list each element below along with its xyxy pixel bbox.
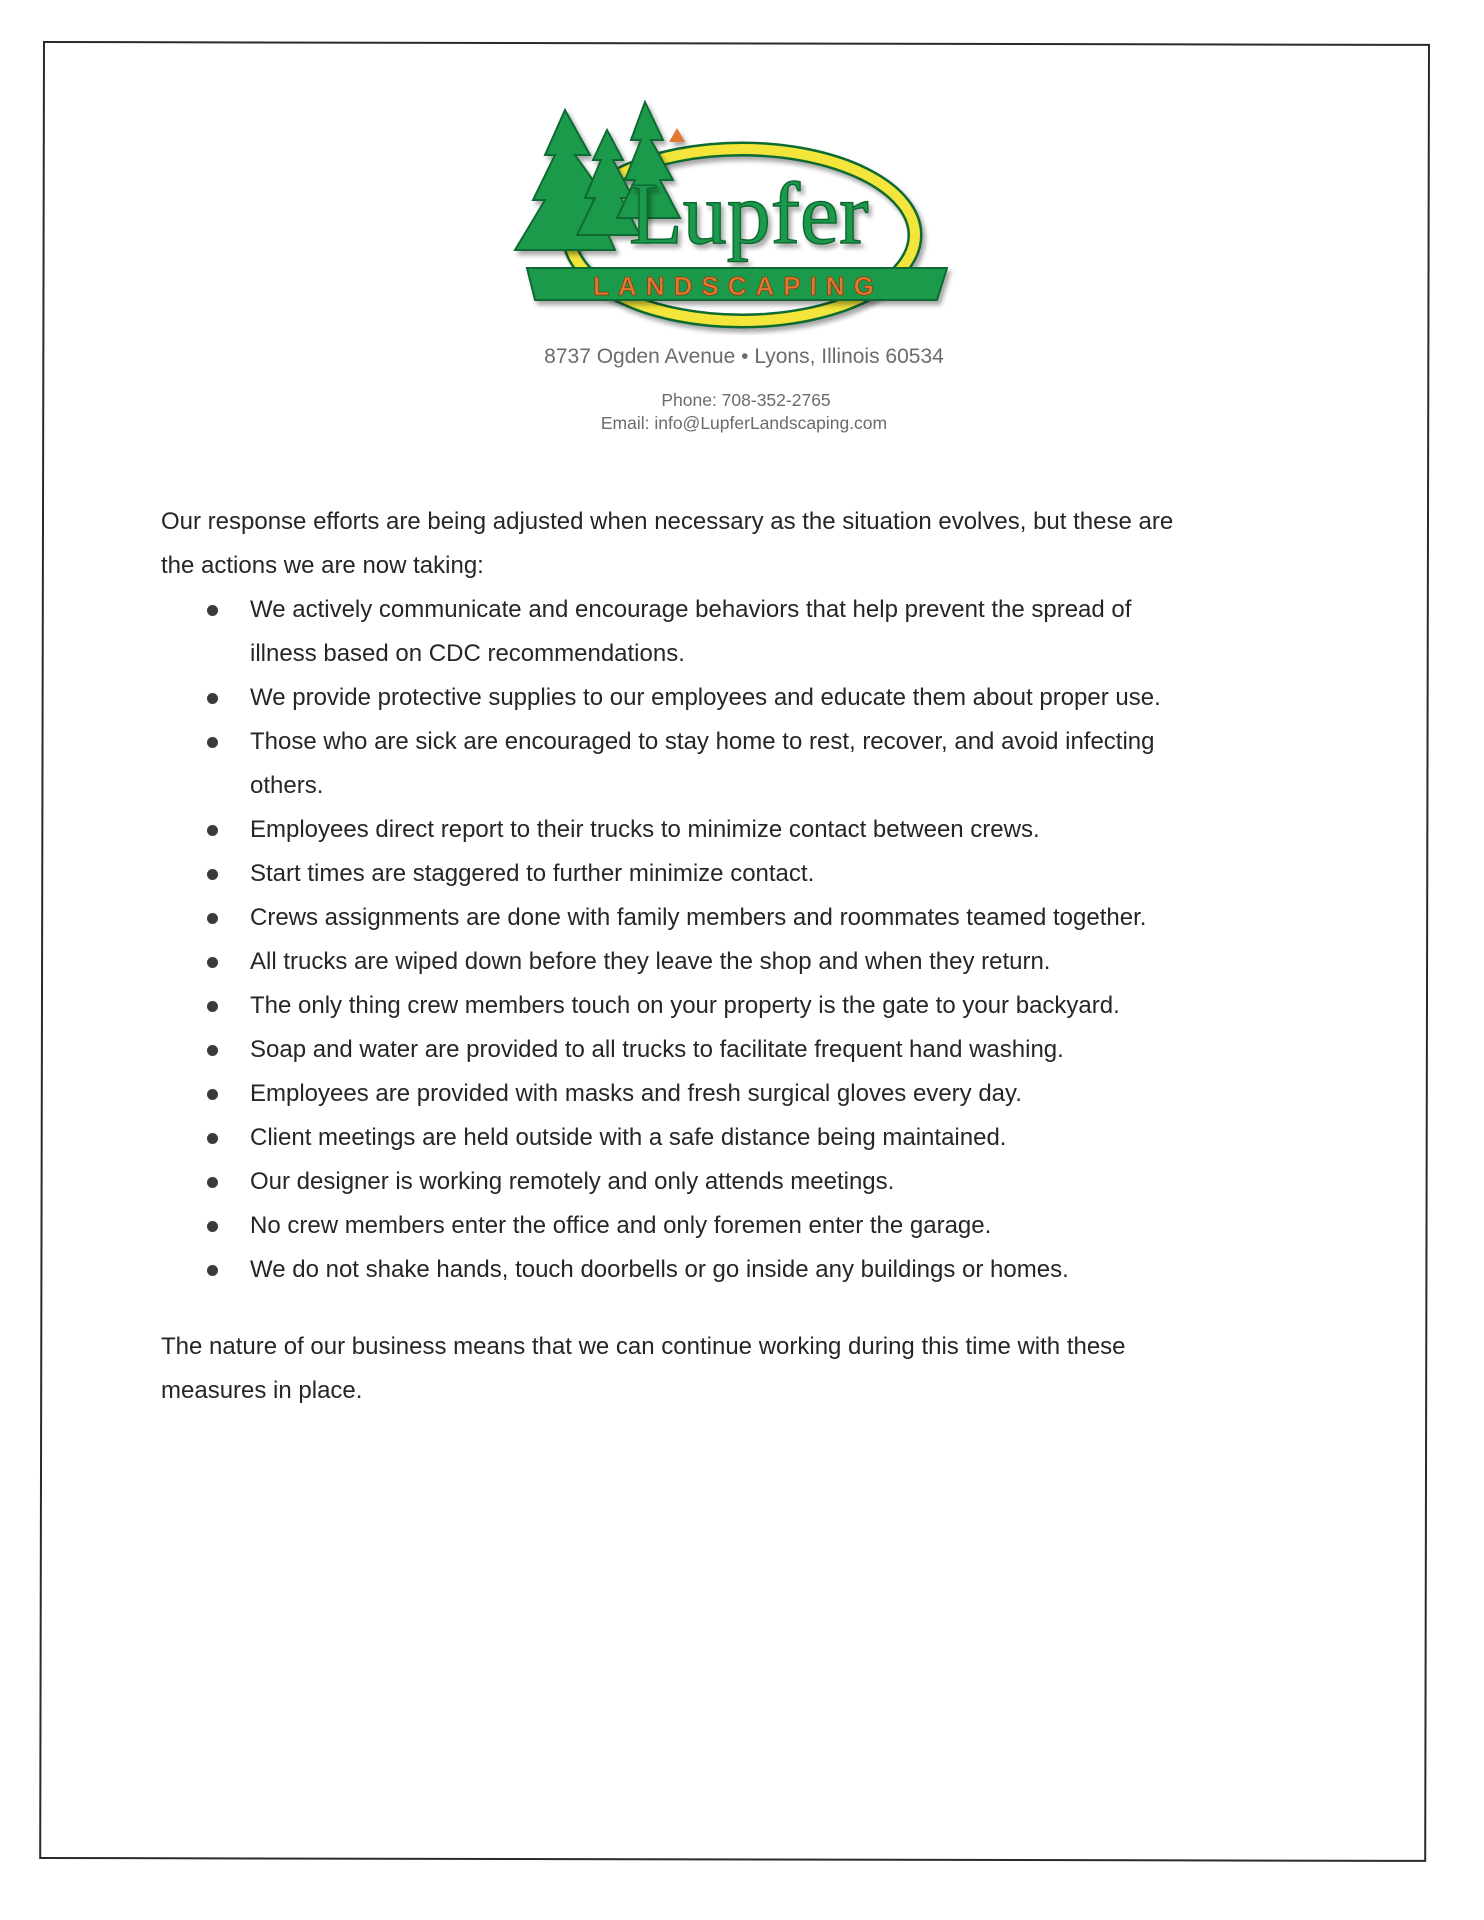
bullet-icon (207, 869, 218, 880)
closing-line: The nature of our business means that we can continue working during this time with these (161, 1333, 1126, 1360)
list-item-text: We do not shake hands, touch doorbells or go inside any buildings or homes. (250, 1256, 1069, 1283)
intro-paragraph (161, 500, 1341, 588)
bullet-icon (207, 1265, 218, 1276)
company-logo (505, 100, 965, 335)
bullet-icon (207, 1177, 218, 1188)
list-item-text: others. (250, 772, 324, 799)
list-item-text: We actively communicate and encourage behaviors that help prevent the spread of (250, 596, 1132, 623)
bullet-icon (207, 1133, 218, 1144)
company-email: Email: info@LupferLandscaping.com (600, 413, 888, 433)
intro-line: the actions we are now taking: (161, 552, 484, 579)
list-item (161, 1072, 1341, 1116)
logo-graphic (505, 100, 965, 335)
list-item-text: illness based on CDC recommendations. (250, 640, 685, 667)
intro-line: Our response efforts are being adjusted when necessary as the situation evolves, but these are (161, 508, 1174, 535)
list-item-text: Crews assignments are done with family members and roommates teamed together. (250, 904, 1147, 931)
bullet-icon (207, 1221, 218, 1232)
list-item (161, 984, 1341, 1028)
bullet-icon (207, 1089, 218, 1100)
list-item-text: Employees direct report to their trucks to minimize contact between crews. (250, 816, 1040, 843)
list-item-text: The only thing crew members touch on your property is the gate to your backyard. (250, 992, 1120, 1019)
list-item (161, 1160, 1341, 1204)
bullet-icon (207, 1001, 218, 1012)
list-item-text: Employees are provided with masks and fresh surgical gloves every day. (250, 1080, 1022, 1107)
list-item (161, 588, 1341, 676)
bullet-icon (207, 825, 218, 836)
company-phone: Phone: 708-352-2765 (661, 390, 831, 410)
list-item-text: Client meetings are held outside with a safe distance being maintained. (250, 1124, 1007, 1151)
list-item (161, 852, 1341, 896)
list-item (161, 1028, 1341, 1072)
list-item (161, 940, 1341, 984)
list-item (161, 676, 1341, 720)
list-item (161, 896, 1341, 940)
bullet-icon (207, 957, 218, 968)
company-address: 8737 Ogden Avenue • Lyons, Illinois 60534 (544, 345, 944, 368)
list-item (161, 1204, 1341, 1248)
closing-paragraph (161, 1325, 1341, 1413)
bullet-icon (207, 1045, 218, 1056)
list-item (161, 808, 1341, 852)
list-item (161, 1248, 1341, 1292)
bullet-icon (207, 693, 218, 704)
actions-list (161, 588, 1341, 1292)
list-item-text: We provide protective supplies to our employees and educate them about proper use. (250, 684, 1161, 711)
bullet-icon (207, 605, 218, 616)
list-item (161, 720, 1341, 808)
logo-wordmark: Lupfer (629, 166, 869, 263)
list-item-text: No crew members enter the office and only foremen enter the garage. (250, 1212, 992, 1239)
logo-tagline: LANDSCAPING (593, 271, 883, 301)
list-item-text: Start times are staggered to further minimize contact. (250, 860, 815, 887)
list-item-text: Our designer is working remotely and only attends meetings. (250, 1168, 895, 1195)
list-item-text: Soap and water are provided to all trucks to facilitate frequent hand washing. (250, 1036, 1064, 1063)
bullet-icon (207, 737, 218, 748)
letter-body (161, 500, 1341, 1413)
closing-line: measures in place. (161, 1377, 363, 1404)
list-item-text: Those who are sick are encouraged to stay home to rest, recover, and avoid infecting (250, 728, 1155, 755)
list-item (161, 1116, 1341, 1160)
list-item-text: All trucks are wiped down before they leave the shop and when they return. (250, 948, 1051, 975)
bullet-icon (207, 913, 218, 924)
